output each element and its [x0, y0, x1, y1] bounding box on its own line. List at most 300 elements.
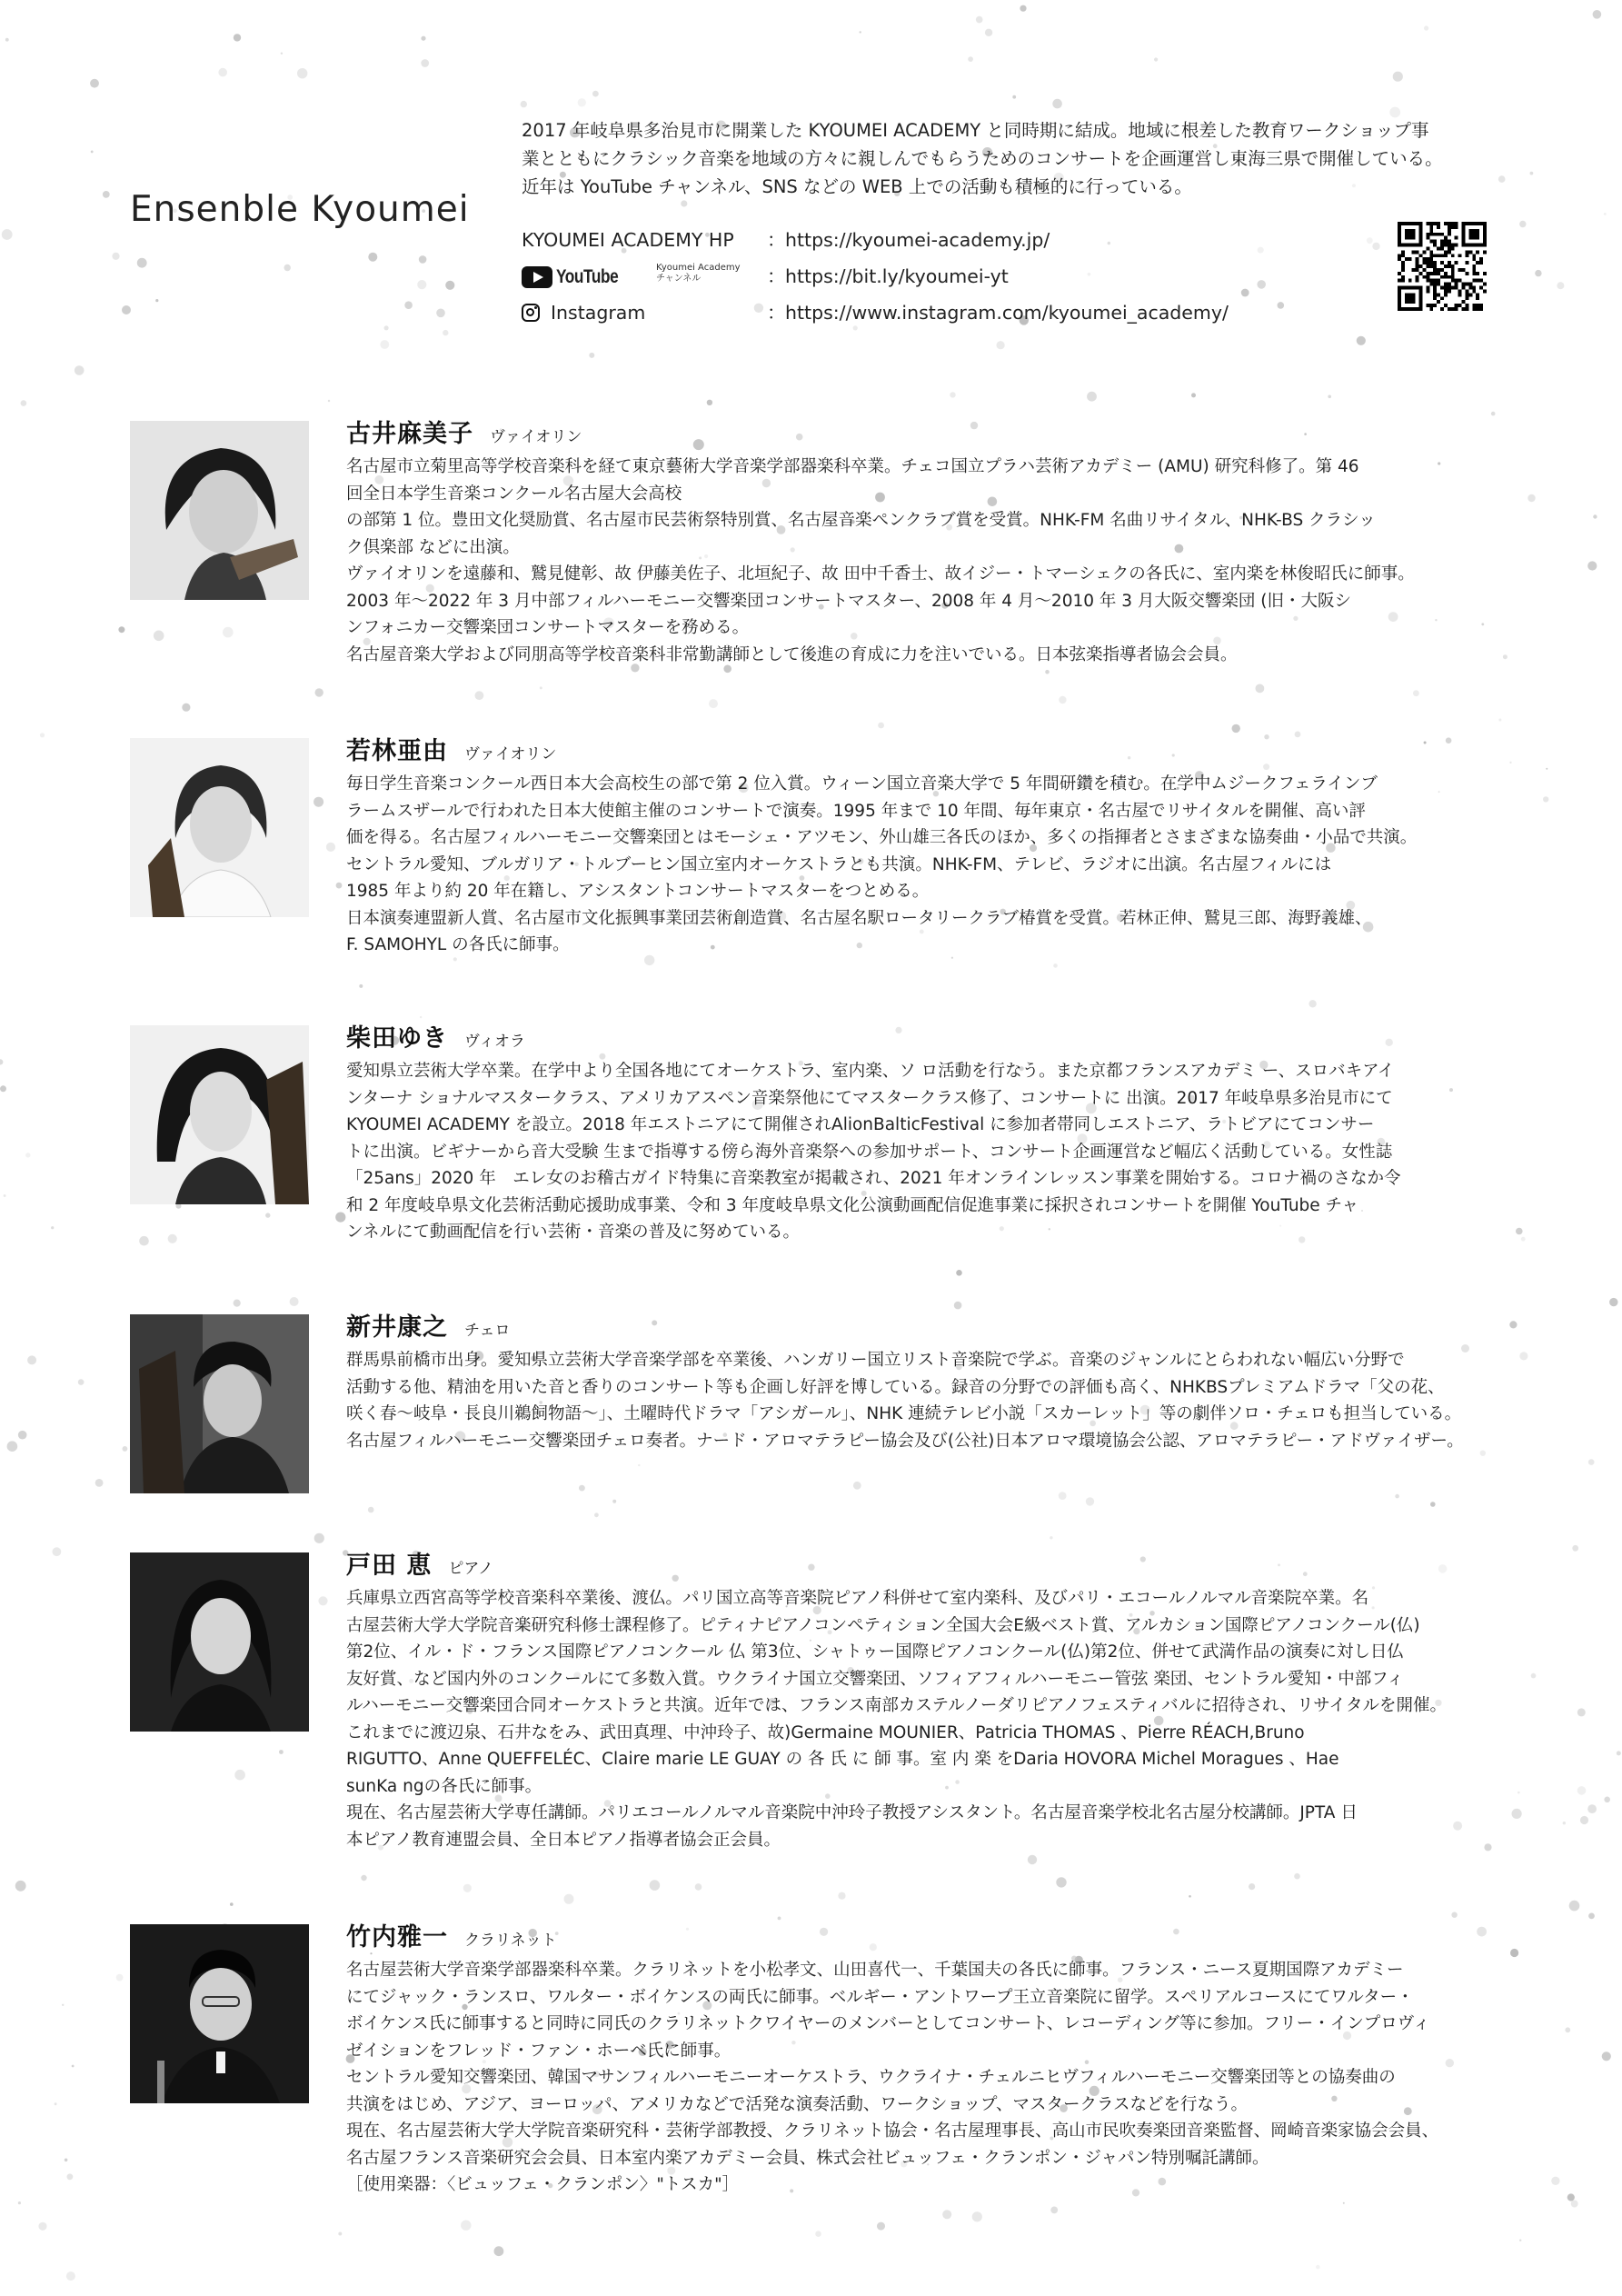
qr-module	[1437, 279, 1440, 283]
qr-module	[1479, 257, 1483, 261]
bio-line: 群馬県前橋市出身。愛知県立芸術大学音楽学部を卒業後、ハンガリー国立リスト音楽院で学ぶ。音楽のジャンルにとらわれない幅広い分野で	[346, 1351, 1405, 1370]
bio-line: ゼイションをフレッド・ファン・ホーベ氏に師事。	[346, 2041, 731, 2061]
qr-module	[1448, 307, 1451, 311]
qr-module	[1416, 265, 1419, 268]
bio-line: 和 2 年度岐阜県文化芸術活動応援助成事業、令和 3 年度岐阜県文化公演動画配信促進事業に採択されコンサートを開催 YouTube チャ	[346, 1195, 1359, 1215]
qr-module	[1426, 279, 1429, 283]
qr-module	[1444, 222, 1448, 225]
qr-module	[1465, 304, 1468, 307]
qr-module	[1451, 246, 1455, 250]
qr-module	[1468, 250, 1472, 254]
qr-module	[1458, 279, 1462, 283]
qr-module	[1437, 222, 1440, 225]
qr-module	[1440, 307, 1444, 311]
qr-module	[1398, 272, 1401, 275]
qr-module	[1468, 293, 1472, 296]
qr-module	[1426, 236, 1429, 240]
bio-line: 価を得る。名古屋フィルハーモニー交響楽団とはモーシェ・アツモン、外山雄三各氏のほか、多くの指揮者とさまざまな協奏曲・小品で共演。	[346, 828, 1418, 847]
bio-line: ラームスザールで行われた日本大使館主催のコンサートで演奏。1995 年まで 10 年間、毎年東京・名古屋でリサイタルを開催、高い評	[346, 801, 1366, 821]
qr-module	[1419, 254, 1423, 257]
member-portrait	[130, 1025, 309, 1204]
qr-module	[1426, 304, 1429, 307]
qr-module	[1426, 257, 1429, 261]
bio-line: 「25ans」2020 年 エレ女のお稽古ガイド特集に音楽教室が掲載され、2021 年オンラインレッスン事業を開始する。コロナ禍のさなか令	[346, 1169, 1401, 1188]
bio-line: 2003 年〜2022 年 3 月中部フィルハーモニー交響楽団コンサートマスター、2008 年 4 月〜2010 年 3 月大阪交響楽団 (旧・大阪シ	[346, 591, 1352, 611]
qr-module	[1429, 225, 1433, 229]
qr-module	[1429, 229, 1433, 233]
qr-module	[1468, 229, 1479, 240]
instagram-icon	[522, 304, 540, 322]
qr-module	[1401, 268, 1405, 272]
qr-module	[1455, 304, 1458, 307]
member-heading	[346, 1545, 493, 1581]
instagram-url[interactable]: https://www.instagram.com/kyoumei_academy/	[785, 302, 1229, 324]
bio-line: 名古屋音楽大学および同朋高等学校音楽科非常勤講師として後進の育成に力を注いでいる。日本弦楽指導者協会会員。	[346, 644, 1238, 664]
qr-module	[1426, 246, 1429, 250]
qr-module	[1472, 257, 1476, 261]
qr-module	[1444, 275, 1448, 279]
youtube-channel-line: チャンネル	[656, 274, 702, 284]
qr-module	[1433, 296, 1437, 300]
qr-module	[1479, 279, 1483, 283]
links-block	[522, 224, 1430, 333]
bio-line: 名古屋芸術大学音楽学部器楽科卒業。クラリネットを小松孝文、山田喜代一、千葉国夫の各氏に師事。フランス・ニース夏期国際アカデミー	[346, 1961, 1404, 1980]
qr-module	[1448, 225, 1451, 229]
bio-line: ヴァイオリンを遠藤和、鷲見健彰、故 伊藤美佐子、北垣紀子、故 田中千香士、故イジー・トマーシェクの各氏に、室内楽を林俊昭氏に師事。	[346, 564, 1415, 584]
bio-line: 現在、名古屋芸術大学大学院音楽研究科・芸術学部教授、クラリネット協会・名古屋理事長、高山市民吹奏楽団音楽監督、岡崎音楽家協会会員、	[346, 2121, 1439, 2141]
qr-module	[1462, 286, 1466, 290]
qr-module	[1455, 244, 1458, 247]
qr-module	[1448, 250, 1451, 254]
qr-module	[1451, 279, 1455, 283]
member-name: 若林亜由	[346, 737, 448, 765]
qr-code-icon[interactable]	[1398, 222, 1487, 311]
qr-module	[1398, 254, 1401, 257]
qr-module	[1416, 257, 1419, 261]
member-bio	[346, 1585, 1518, 1853]
qr-module	[1429, 307, 1433, 311]
bio-line: 友好賞、など国内外のコンクールにて多数入賞。ウクライナ国立交響楽団、ソフィアフィルハーモニー管弦 楽団、セントラル愛知・中部フィ	[346, 1669, 1404, 1689]
qr-module	[1444, 240, 1448, 244]
member-portrait	[130, 1924, 309, 2103]
qr-module	[1451, 265, 1455, 268]
bio-line: ンネルにて動画配信を行い芸術・音楽の普及に努めている。	[346, 1223, 800, 1242]
qr-module	[1408, 279, 1412, 283]
qr-module	[1476, 304, 1479, 307]
qr-module	[1426, 286, 1429, 290]
qr-module	[1405, 229, 1416, 240]
qr-module	[1440, 261, 1444, 265]
qr-module	[1468, 283, 1472, 286]
member-heading	[346, 1018, 525, 1053]
qr-module	[1472, 304, 1476, 307]
qr-module	[1465, 250, 1468, 254]
qr-module	[1458, 254, 1462, 257]
qr-module	[1433, 304, 1437, 307]
member-instrument: クラリネット	[464, 1932, 557, 1950]
qr-module	[1433, 272, 1437, 275]
qr-module	[1448, 283, 1451, 286]
colon: ：	[767, 229, 786, 251]
qr-module	[1448, 261, 1451, 265]
qr-module	[1437, 293, 1440, 296]
member-bio	[346, 771, 1518, 959]
youtube-logo	[522, 264, 632, 291]
qr-module	[1465, 261, 1468, 265]
bio-line: これまでに渡辺泉、石井なをみ、武田真理、中沖玲子、故)Germaine MOUNIER、Patricia THOMAS 、Pierre RÉACH,Bruno	[346, 1722, 1305, 1742]
homepage-link-row	[522, 224, 1430, 260]
ensemble-intro	[522, 116, 1539, 201]
qr-module	[1405, 257, 1408, 261]
qr-module	[1462, 268, 1466, 272]
qr-module	[1465, 296, 1468, 300]
qr-module	[1419, 272, 1423, 275]
qr-module	[1433, 222, 1437, 225]
member-instrument: ヴァイオリン	[490, 428, 582, 446]
qr-module	[1416, 275, 1419, 279]
qr-module	[1433, 286, 1437, 290]
qr-module	[1455, 236, 1458, 240]
qr-module	[1416, 261, 1419, 265]
youtube-wordmark: YouTube	[556, 266, 619, 287]
bio-line: ルハーモニー交響楽団合同オーケストラと共演。近年では、フランス南部カステルノーダリピアノフェスティバルに招待され、リサイタルを開催。	[346, 1696, 1448, 1715]
qr-module	[1483, 283, 1487, 286]
member-portrait	[130, 1552, 309, 1732]
qr-module	[1465, 272, 1468, 275]
bio-line: ［使用楽器：〈ビュッフェ・クランポン〉"トスカ"］	[346, 2175, 740, 2194]
member-heading	[346, 1917, 557, 1952]
qr-module	[1465, 283, 1468, 286]
bio-line: 1985 年より約 20 年在籍し、アシスタントコンサートマスターをつとめる。	[346, 882, 930, 901]
qr-module	[1472, 289, 1476, 293]
bio-line: 第2位、イル・ド・フランス国際ピアノコンクール 仏 第3位、シャトゥー国際ピアノコンクール(仏)第2位、併せて武満作品の演奏に対し日仏	[346, 1642, 1404, 1662]
qr-module	[1398, 257, 1401, 261]
homepage-label: KYOUMEI ACADEMY HP	[522, 229, 734, 251]
qr-module	[1408, 257, 1412, 261]
instagram-label: Instagram	[551, 302, 646, 324]
qr-module	[1476, 296, 1479, 300]
intro-line: 2017 年岐阜県多治見市に開業した KYOUMEI ACADEMY と同時期に結成。地域に根差した教育ワークショップ事	[522, 120, 1429, 141]
qr-module	[1437, 254, 1440, 257]
bio-line: 名古屋フランス音楽研究会会員、日本室内楽アカデミー会員、株式会社ビュッフェ・クランポン・ジャパン特別嘱託講師。	[346, 2148, 1269, 2168]
qr-module	[1437, 233, 1440, 236]
qr-module	[1440, 246, 1444, 250]
qr-module	[1448, 240, 1451, 244]
qr-module	[1433, 289, 1437, 293]
qr-module	[1426, 275, 1429, 279]
qr-module	[1444, 304, 1448, 307]
qr-module	[1472, 279, 1476, 283]
qr-module	[1422, 250, 1426, 254]
qr-module	[1401, 275, 1405, 279]
qr-module	[1429, 240, 1433, 244]
qr-module	[1440, 286, 1444, 290]
bio-line: 咲く春〜岐阜・長良川鵜飼物語〜」、土曜時代ドラマ「アシガール」、NHK 連続テレビ小説「スカーレット」等の劇伴ソロ・チェロも担当している。	[346, 1404, 1462, 1423]
qr-module	[1437, 225, 1440, 229]
colon: ：	[767, 265, 786, 287]
qr-module	[1458, 268, 1462, 272]
member-instrument: ヴァイオリン	[464, 745, 557, 764]
member-name: 柴田ゆき	[346, 1024, 448, 1053]
intro-line: 業とともにクラシック音楽を地域の方々に親しんでもらうためのコンサートを企画運営し東海三県で開催している。	[522, 148, 1443, 169]
qr-module	[1451, 225, 1455, 229]
member-portrait	[130, 421, 309, 600]
qr-module	[1401, 261, 1405, 265]
qr-module	[1479, 304, 1483, 307]
qr-module	[1422, 257, 1426, 261]
bio-line: トに出演。ビギナーから音大受験 生まで指導する傍ら海外音楽祭への参加サポート、コンサート企画運営など幅広く活動している。女性誌	[346, 1142, 1393, 1162]
qr-module	[1444, 250, 1448, 254]
qr-module	[1419, 265, 1423, 268]
bio-line: 現在、名古屋芸術大学専任講師。パリエコールノルマル音楽院中沖玲子教授アシスタント。名古屋音楽学校北名古屋分校講師。JPTA 日	[346, 1803, 1358, 1822]
qr-module	[1455, 279, 1458, 283]
qr-module	[1451, 307, 1455, 311]
qr-module	[1448, 286, 1451, 290]
qr-module	[1476, 293, 1479, 296]
qr-module	[1416, 279, 1419, 283]
qr-module	[1433, 261, 1437, 265]
qr-module	[1444, 272, 1448, 275]
member-heading	[346, 414, 582, 449]
bio-line: の部第 1 位。豊田文化奨励賞、名古屋市民芸術祭特別賞、名古屋音楽ペンクラブ賞を受賞。NHK-FM 名曲リサイタル、NHK-BS クラシッ	[346, 511, 1376, 530]
qr-module	[1448, 275, 1451, 279]
qr-module	[1398, 279, 1401, 283]
qr-module	[1426, 233, 1429, 236]
qr-module	[1444, 283, 1448, 286]
qr-module	[1433, 268, 1437, 272]
qr-module	[1437, 283, 1440, 286]
homepage-url[interactable]: https://kyoumei-academy.jp/	[785, 229, 1050, 251]
youtube-url[interactable]: https://bit.ly/kyoumei-yt	[785, 265, 1009, 287]
qr-module	[1426, 272, 1429, 275]
qr-module	[1426, 222, 1429, 225]
qr-module	[1451, 244, 1455, 247]
qr-module	[1465, 307, 1468, 311]
qr-module	[1429, 250, 1433, 254]
qr-module	[1462, 307, 1466, 311]
qr-module	[1429, 272, 1433, 275]
qr-module	[1479, 286, 1483, 290]
qr-module	[1429, 254, 1433, 257]
bio-line: セントラル愛知、ブルガリア・トルブーヒン国立室内オーケストラとも共演。NHK-FM、テレビ、ラジオに出演。名古屋フィルには	[346, 854, 1332, 874]
qr-module	[1440, 296, 1444, 300]
qr-module	[1448, 265, 1451, 268]
qr-module	[1455, 222, 1458, 225]
bio-line: セントラル愛知交響楽団、韓国マサンフィルハーモニーオーケストラ、ウクライナ・チェルニヒヴフィルハーモニー交響楽団等との協奏曲の	[346, 2068, 1396, 2087]
qr-module	[1444, 265, 1448, 268]
qr-module	[1440, 268, 1444, 272]
member-bio	[346, 1347, 1518, 1454]
qr-module	[1422, 268, 1426, 272]
qr-module	[1401, 250, 1405, 254]
intro-line: 近年は YouTube チャンネル、SNS などの WEB 上での活動も積極的に行っている。	[522, 176, 1192, 197]
bio-line: ボイケンス氏に師事すると同時に同氏のクラリネットクワイヤーのメンバーとしてコンサート、レコーディング等に参加。フリー・インプロヴィ	[346, 2014, 1430, 2033]
member-name: 竹内雅一	[346, 1923, 448, 1952]
member-portrait	[130, 738, 309, 917]
member-bio	[346, 454, 1518, 668]
qr-module	[1440, 275, 1444, 279]
qr-module	[1458, 304, 1462, 307]
qr-module	[1405, 293, 1416, 304]
qr-module	[1476, 272, 1479, 275]
bio-line: ンターナ ショナルマスタークラス、アメリカアスペン音楽祭他にてマスタークラス修了、コンサートに 出演。2017 年岐阜県多治見市にて	[346, 1088, 1393, 1108]
qr-module	[1444, 254, 1448, 257]
ensemble-title: Ensenble Kyoumei	[130, 189, 470, 230]
qr-module	[1429, 279, 1433, 283]
qr-module	[1483, 289, 1487, 293]
qr-module	[1472, 265, 1476, 268]
member-instrument: チェロ	[464, 1322, 511, 1340]
qr-module	[1444, 289, 1448, 293]
member-heading	[346, 1307, 511, 1343]
qr-module	[1455, 283, 1458, 286]
qr-module	[1437, 268, 1440, 272]
colon: ：	[767, 302, 786, 324]
qr-module	[1448, 289, 1451, 293]
qr-module	[1448, 222, 1451, 225]
qr-module	[1444, 236, 1448, 240]
qr-module	[1444, 293, 1448, 296]
bio-line: KYOUMEI ACADEMY を設立。2018 年エストニアにて開催されAlionBalticFestival に参加者帯同しエストニア、ラトビアにてコンサー	[346, 1115, 1375, 1134]
member-instrument: ヴィオラ	[464, 1033, 525, 1051]
qr-module	[1416, 250, 1419, 254]
bio-line: 活動する他、精油を用いた音と香りのコンサート等も企画し好評を博している。録音の分野での評価も高く、NHKBSプレミアムドラマ「父の花、	[346, 1377, 1445, 1397]
bio-line: F. SAMOHYL の各氏に師事。	[346, 935, 570, 954]
qr-module	[1401, 279, 1405, 283]
bio-line: 毎日学生音楽コンクール西日本大会高校生の部で第 2 位入賞。ウィーン国立音楽大学で 5 年間研鑽を積む。在学中ムジークフェラインブ	[346, 774, 1378, 794]
qr-module	[1429, 265, 1433, 268]
qr-module	[1472, 307, 1476, 311]
qr-module	[1458, 289, 1462, 293]
instagram-logo	[522, 296, 645, 329]
bio-line: 愛知県立芸術大学卒業。在学中より全国各地にてオーケストラ、室内楽、ソ ロ活動を行なう。また京都フランスアカデミ ー、スロバキアイ	[346, 1062, 1395, 1081]
qr-module	[1465, 254, 1468, 257]
qr-module	[1448, 229, 1451, 233]
qr-module	[1433, 254, 1437, 257]
member-name: 戸田 恵	[346, 1552, 433, 1580]
qr-module	[1448, 244, 1451, 247]
qr-module	[1437, 246, 1440, 250]
qr-module	[1455, 286, 1458, 290]
qr-module	[1429, 257, 1433, 261]
qr-module	[1433, 265, 1437, 268]
youtube-link-row	[522, 260, 1430, 296]
bio-line: 本ピアノ教育連盟会員、全日本ピアノ指導者協会正会員。	[346, 1830, 781, 1850]
qr-module	[1444, 286, 1448, 290]
bio-line: 共演をはじめ、アジア、ヨーロッパ、アメリカなどで活発な演奏活動、ワークショップ、マスタークラスなどを行なう。	[346, 2094, 1248, 2114]
member-instrument: ピアノ	[448, 1560, 494, 1578]
qr-module	[1476, 279, 1479, 283]
qr-module	[1444, 244, 1448, 247]
qr-module	[1422, 275, 1426, 279]
youtube-play-icon	[522, 266, 552, 288]
instagram-link-row	[522, 296, 1430, 333]
qr-module	[1440, 233, 1444, 236]
qr-module	[1465, 293, 1468, 296]
qr-module	[1426, 265, 1429, 268]
qr-module	[1455, 307, 1458, 311]
bio-line: 名古屋フィルハーモニー交響楽団チェロ奏者。ナード・アロマテラピー協会及び(公社)日本アロマ環境協会公認、アロマテラピー・アドヴァイザー。	[346, 1431, 1464, 1451]
qr-module	[1437, 300, 1440, 304]
qr-module	[1476, 307, 1479, 311]
qr-module	[1472, 286, 1476, 290]
qr-module	[1451, 286, 1455, 290]
qr-module	[1429, 283, 1433, 286]
qr-module	[1433, 283, 1437, 286]
bio-line: 回全日本学生音楽コンクール名古屋大会高校	[346, 484, 682, 504]
member-name: 新井康之	[346, 1313, 448, 1342]
qr-module	[1401, 265, 1405, 268]
qr-module	[1426, 289, 1429, 293]
qr-module	[1468, 286, 1472, 290]
qr-module	[1429, 304, 1433, 307]
qr-module	[1476, 261, 1479, 265]
member-bio	[346, 1058, 1518, 1246]
qr-module	[1465, 289, 1468, 293]
bio-line: 兵庫県立西宮高等学校音楽科卒業後、渡仏。パリ国立高等音楽院ピアノ科併せて室内楽科、及びパリ・エコールノルマル音楽院卒業。名	[346, 1589, 1369, 1608]
qr-module	[1479, 261, 1483, 265]
qr-module	[1483, 250, 1487, 254]
qr-module	[1451, 254, 1455, 257]
bio-line: にてジャック・ランスロ、ワルター・ボイケンスの両氏に師事。ベルギー・アントワープ王立音楽院に留学。スペリアルコースにてワルター・	[346, 1987, 1414, 2007]
bio-line: sunKa ngの各氏に師事。	[346, 1776, 542, 1796]
qr-module	[1401, 254, 1405, 257]
qr-module	[1422, 261, 1426, 265]
qr-module	[1448, 246, 1451, 250]
qr-module	[1483, 272, 1487, 275]
qr-module	[1455, 261, 1458, 265]
qr-module	[1429, 261, 1433, 265]
qr-module	[1440, 254, 1444, 257]
bio-line: ンフォニカー交響楽団コンサートマスターを務める。	[346, 618, 750, 637]
qr-module	[1433, 240, 1437, 244]
qr-module	[1412, 268, 1416, 272]
qr-module	[1433, 293, 1437, 296]
qr-module	[1462, 300, 1466, 304]
qr-module	[1437, 272, 1440, 275]
qr-module	[1472, 272, 1476, 275]
qr-module	[1412, 250, 1416, 254]
qr-module	[1440, 240, 1444, 244]
qr-module	[1433, 244, 1437, 247]
qr-module	[1451, 275, 1455, 279]
qr-module	[1472, 268, 1476, 272]
qr-module	[1433, 233, 1437, 236]
qr-module	[1429, 222, 1433, 225]
qr-module	[1426, 261, 1429, 265]
qr-module	[1429, 233, 1433, 236]
qr-module	[1476, 250, 1479, 254]
bio-line: ク倶楽部 などに出演。	[346, 537, 520, 557]
bio-line: RIGUTTO、Anne QUEFFELÉC、Claire marie LE GUAY の 各 氏 に 師 事。室 内 楽 をDaria HOVORA Michel Moragues 、Hae	[346, 1750, 1339, 1769]
qr-module	[1451, 268, 1455, 272]
qr-module	[1433, 279, 1437, 283]
qr-module	[1451, 272, 1455, 275]
bio-line: 日本演奏連盟新人賞、名古屋市文化振興事業団芸術創造賞、名古屋名駅ロータリークラブ椿賞を受賞。若林正伸、鷲見三郎、海野義雄、	[346, 908, 1372, 928]
youtube-channel-name	[656, 263, 741, 285]
qr-module	[1479, 307, 1483, 311]
member-name: 古井麻美子	[346, 420, 473, 448]
bio-line: 名古屋市立菊里高等学校音楽科を経て東京藝術大学音楽学部器楽科卒業。チェコ国立プラハ芸術アカデミー (AMU) 研究科修了。第 46	[346, 457, 1359, 476]
member-heading	[346, 731, 556, 766]
qr-module	[1448, 233, 1451, 236]
qr-module	[1458, 293, 1462, 296]
member-bio	[346, 1957, 1518, 2199]
qr-module	[1472, 254, 1476, 257]
qr-module	[1440, 244, 1444, 247]
youtube-channel-line: Kyoumei Academy	[656, 263, 741, 273]
member-portrait	[130, 1314, 309, 1493]
